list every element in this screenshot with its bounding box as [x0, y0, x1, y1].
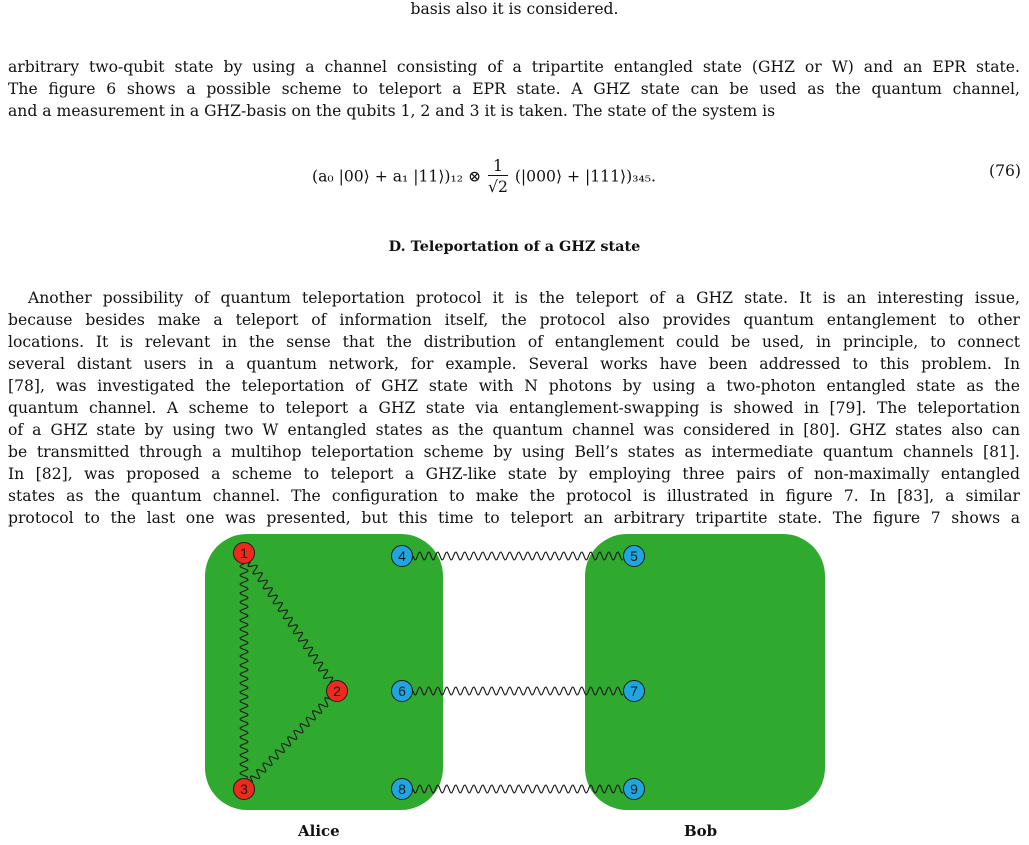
qubit-9	[624, 779, 645, 800]
qubit-8	[392, 779, 413, 800]
text-line: and a measurement in a GHZ-basis on the qubits 1, 2 and 3 it is taken. The state of the system is	[8, 102, 776, 120]
equation-76	[0, 145, 1029, 205]
qubit-label: 1	[240, 545, 248, 561]
qubit-label: 8	[398, 781, 406, 797]
qubit-5	[624, 546, 645, 567]
qubit-label: 7	[630, 683, 638, 699]
equation-number: (76)	[988, 162, 1021, 180]
text-line: be transmitted through a multihop teleportation scheme by using Bell’s states as intermediate quantum channels [81].	[8, 443, 1020, 461]
qubit-1	[234, 543, 255, 564]
section-title: D. Teleportation of a GHZ state	[388, 238, 641, 255]
text-line: of a GHZ state by using two W entangled states as the quantum channel was considered in [80]. GHZ states also can	[8, 421, 1020, 439]
text-line: several distant users in a quantum network, for example. Several works have been addressed to this problem. In	[8, 355, 1020, 373]
equation-left: (a₀ |00⟩ + a₁ |11⟩)₁₂ ⊗	[312, 167, 482, 186]
qubit-label: 5	[630, 548, 638, 564]
alice-label: Alice	[298, 822, 340, 840]
qubit-label: 4	[398, 548, 406, 564]
top-fragment: basis also it is considered.	[410, 0, 619, 18]
qubit-7	[624, 681, 645, 702]
equation-fraction	[488, 157, 508, 198]
text-line: In [82], was proposed a scheme to teleport a GHZ-like state by employing three pairs of non-maximally entangled	[8, 465, 1020, 483]
fraction-numerator: 1	[488, 157, 508, 176]
text-line: because besides make a teleport of information itself, the protocol also provides quantum entanglement to other	[8, 311, 1020, 329]
qubit-3	[234, 779, 255, 800]
bob-region	[585, 534, 825, 810]
text-line: Another possibility of quantum teleportation protocol it is the teleport of a GHZ state. It is an interesting issue,	[28, 289, 1020, 307]
text-line: arbitrary two-qubit state by using a channel consisting of a tripartite entangled state (GHZ or W) and an EPR state.	[8, 58, 1020, 76]
text-line: [78], was investigated the teleportation of GHZ state with N photons by using a two-photon entangled state as the	[8, 377, 1020, 395]
equation-right: (|000⟩ + |111⟩)₃₄₅.	[514, 167, 656, 186]
qubit-2	[327, 681, 348, 702]
text-line: protocol to the last one was presented, but this time to teleport an arbitrary tripartite state. The figure 7 shows a	[8, 509, 1020, 527]
text-line: locations. It is relevant in the sense that the distribution of entanglement could be used, in principle, to connect	[8, 333, 1020, 351]
text-line: states as the quantum channel. The configuration to make the protocol is illustrated in figure 7. In [83], a similar	[8, 487, 1020, 505]
bob-label: Bob	[684, 822, 718, 840]
qubit-label: 9	[630, 781, 638, 797]
text-line: The figure 6 shows a possible scheme to teleport a EPR state. A GHZ state can be used as the quantum channel,	[8, 80, 1020, 98]
text-line: quantum channel. A scheme to teleport a GHZ state via entanglement-swapping is showed in [79]. The teleportation	[8, 399, 1020, 417]
qubit-4	[392, 546, 413, 567]
qubit-6	[392, 681, 413, 702]
fraction-denominator: √2	[488, 178, 508, 196]
qubit-label: 3	[240, 781, 248, 797]
figure-7-diagram	[190, 530, 840, 845]
qubit-label: 6	[398, 683, 406, 699]
qubit-label: 2	[333, 683, 341, 699]
